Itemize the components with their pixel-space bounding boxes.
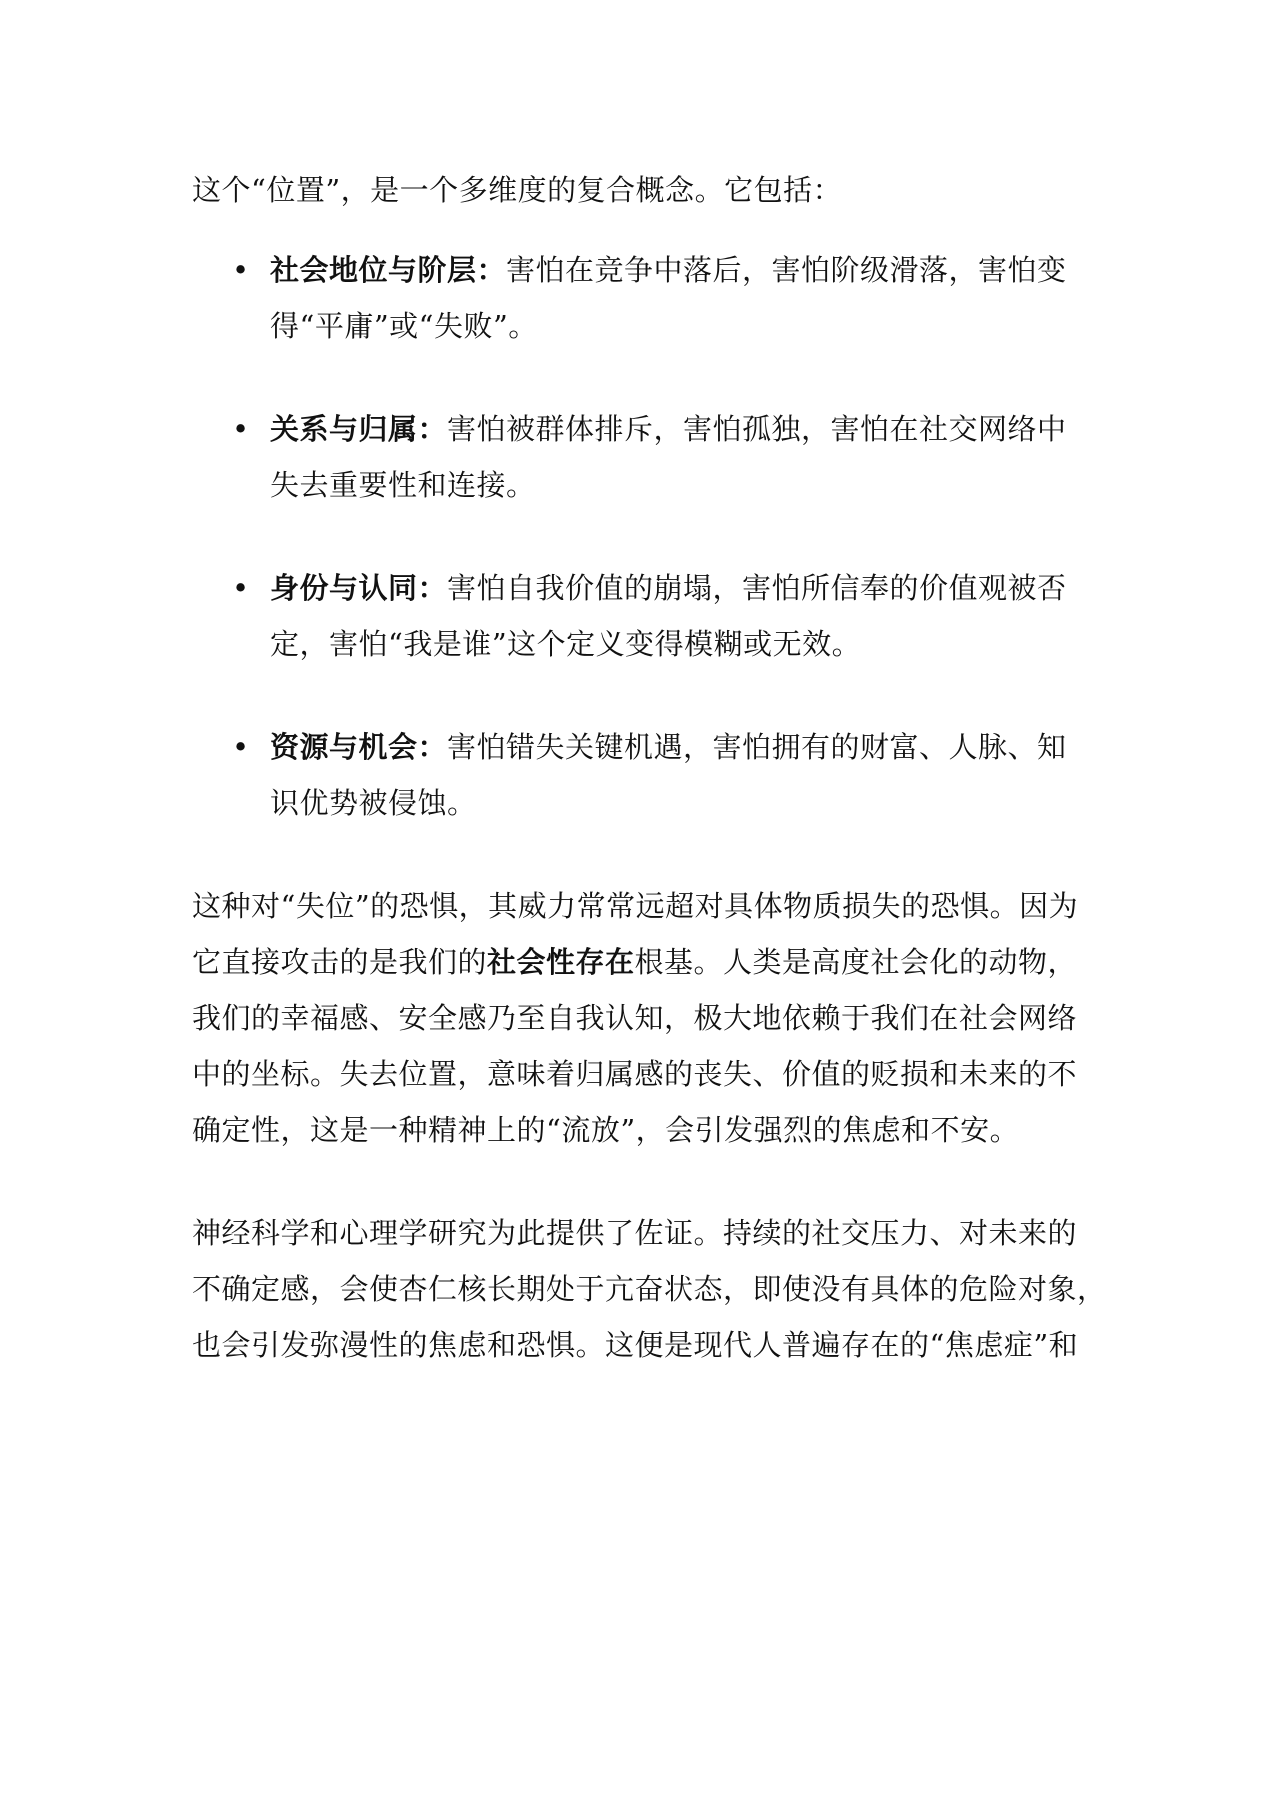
- bullet-dot: •: [232, 412, 250, 446]
- bullet-line: [270, 250, 1067, 290]
- bullet-term: 身份与认同：: [270, 571, 448, 605]
- bullet-term: 资源与机会：: [270, 730, 448, 764]
- intro-line: 这个“位置”，是一个多维度的复合概念。它包括：: [192, 173, 843, 207]
- paragraph-line: 不确定感，会使杏仁核长期处于亢奋状态，即使没有具体的危险对象，: [192, 1272, 1107, 1306]
- bullet-line-continued: 定，害怕“我是谁”这个定义变得模糊或无效。: [270, 627, 862, 661]
- text-segment: 根基。人类是高度社会化的动物，: [634, 945, 1078, 979]
- bullet-line: [270, 409, 1067, 449]
- bullet-dot: •: [232, 253, 250, 287]
- bullet-line: [270, 568, 1067, 608]
- bullet-term: 关系与归属：: [270, 412, 448, 446]
- paragraph-line: 中的坐标。失去位置，意味着归属感的丧失、价值的贬损和未来的不: [192, 1057, 1078, 1091]
- bullet-line-continued: 失去重要性和连接。: [270, 468, 536, 502]
- paragraph-line: 也会引发弥漫性的焦虑和恐惧。这便是现代人普遍存在的“焦虑症”和: [192, 1328, 1079, 1362]
- bullet-desc: 害怕自我价值的崩塌，害怕所信奉的价值观被否: [447, 571, 1067, 605]
- bullet-term: 社会地位与阶层：: [270, 253, 507, 287]
- paragraph-line: 神经科学和心理学研究为此提供了佐证。持续的社交压力、对未来的: [192, 1216, 1078, 1250]
- paragraph-line: [192, 942, 1077, 982]
- emphasis-text: 社会性存在: [487, 945, 635, 979]
- bullet-desc: 害怕在竞争中落后，害怕阶级滑落，害怕变: [506, 253, 1067, 287]
- bullet-dot: •: [232, 730, 250, 764]
- bullet-line-continued: 得“平庸”或“失败”。: [270, 309, 538, 343]
- bullet-line-continued: 识优势被侵蚀。: [270, 786, 477, 820]
- bullet-desc: 害怕错失关键机遇，害怕拥有的财富、人脉、知: [447, 730, 1067, 764]
- paragraph-line: 确定性，这是一种精神上的“流放”，会引发强烈的焦虑和不安。: [192, 1113, 1020, 1147]
- bullet-desc: 害怕被群体排斥，害怕孤独，害怕在社交网络中: [447, 412, 1067, 446]
- paragraph-line: 我们的幸福感、安全感乃至自我认知，极大地依赖于我们在社会网络: [192, 1001, 1078, 1035]
- bullet-line: [270, 727, 1067, 767]
- bullet-dot: •: [232, 571, 250, 605]
- paragraph-line: 这种对“失位”的恐惧，其威力常常远超对具体物质损失的恐惧。因为: [192, 889, 1079, 923]
- text-segment: 它直接攻击的是我们的: [192, 945, 488, 979]
- document-page: [192, 0, 1107, 1800]
